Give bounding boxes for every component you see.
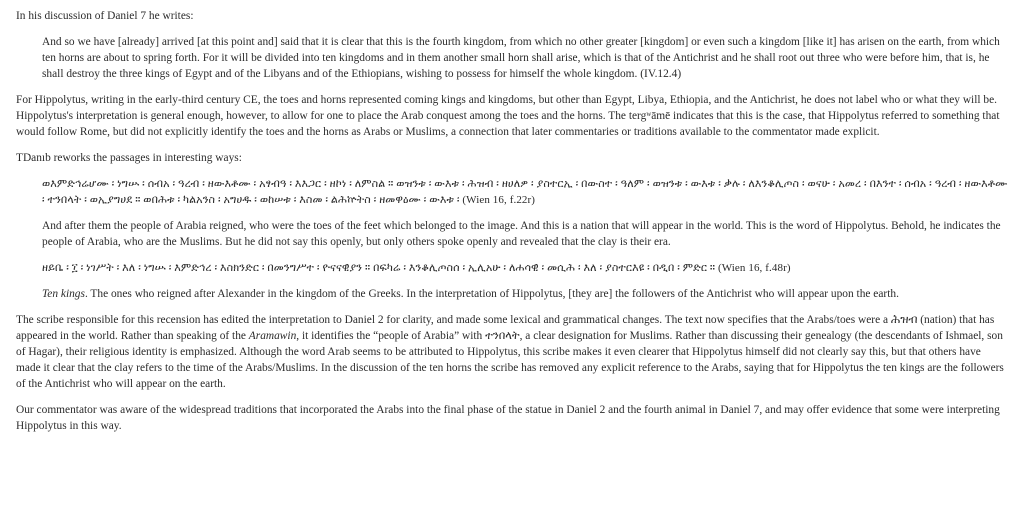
body-paragraph-tdan: TDanıb reworks the passages in interesting ways: xyxy=(16,152,242,164)
quote-text: . The ones who reigned after Alexander in the kingdom of the Greeks. In the interpretation of Hippolytus, [they are] the followers of the Antichrist who will appear upon the earth. xyxy=(84,288,899,300)
paragraph-text: , it identifies the “people of Arabia” with ተንበላት, a clear designation for Muslims. Rather than discussing their genealogy (the descendants of Ishmael, son of Hagar), their religious identity is emphasized. Although the word Arab seems to be attributed to Hippolytus, this scribe makes it even clearer that Hippolytus himself did not clearly say this, but that others have made it clear that the clay refers to the time of the Arabs/Muslims. In the discussion of the ten horns the scribe has removed any explicit reference to the Arabs, saying that for Hippolytus the ten kings are the followers of the Antichrist who will appear on the earth. xyxy=(16,330,1004,390)
geez-quote-wien-22r xyxy=(42,176,1008,208)
translation-quote-ten-kings xyxy=(42,286,1008,302)
intro-paragraph: In his discussion of Daniel 7 he writes: xyxy=(16,10,194,22)
paragraph-text: The scribe responsible for this recension has edited the interpretation to Daniel 2 for clarity, and made some lexical and grammatical changes. The text now specifies that the Arabs/toes were a ሕዝብ (nation) that has appeared in the world. Rather than speaking of the xyxy=(16,314,995,342)
body-paragraph-scribe xyxy=(16,312,1008,392)
geez-quote-wien-48r xyxy=(42,260,1008,276)
citation: (Wien 16, f.22r) xyxy=(462,194,536,206)
italic-term: Aramawin xyxy=(248,330,297,342)
citation: (Wien 16, f.48r) xyxy=(717,262,791,274)
body-paragraph-hippolytus: For Hippolytus, writing in the early-third century CE, the toes and horns represented coming kings and kingdoms, but other than Egypt, Libya, Ethiopia, and the Antichrist, he does not label who or what they will be. Hippolytus's interpretation is general enough, however, to allow for one to place the Arab conquest among the toes and the horns. The tergʷāmē indicates that this is the case, that Hippolytus referred to something that would follow Rome, but did not explicitly identify the toes and the horns as Arabs or Muslims, a connection that later commentaries or traditions available to the commentator made explicit. xyxy=(16,94,1000,138)
body-paragraph-commentator: Our commentator was aware of the widespread traditions that incorporated the Arabs into the final phase of the statue in Daniel 2 and the fourth animal in Daniel 7, and may offer evidence that some were interpreting Hippolytus in this way. xyxy=(16,404,1000,432)
block-quote-hippolytus: And so we have [already] arrived [at this point and] said that it is clear that this is the fourth kingdom, from which no other greater [kingdom] or even such a kingdom [like it] has arisen on the earth, from which ten horns are about to spring forth. For it will be divided into ten kingdoms and in them another small horn shall arise, which is that of the Antichrist and he shall root out three who were before him, that is, he shall destroy the three kings of Egypt and of the Libyans and of the Ethiopians, wishing to possess for himself the whole kingdom. (IV.12.4) xyxy=(42,36,1000,80)
geez-text: ወእምድኅሬሆሙ ፡ ነግሡ ፡ ሰብአ ፡ ዓረብ ፡ ዘውእቶሙ ፡ አፃብዓ ፡ እእጋር ፡ ዘኮነ ፡ ለምስል ። ወዝንቱ ፡ ውእቱ ፡ ሕዝብ ፡ ዘሀለዎ ፡ ያስተርኢ ፡ በውስተ ፡ ዓለም ፡ ወዝንቱ ፡ ውእቱ ፡ ቃሉ ፡ ለእንቆሊጦስ ፡ ወናሁ ፡ አመረ ፡ በእንተ ፡ ሰብአ ፡ ዓረብ ፡ ዘውእቶሙ ፡ ተንበላት ፡ ወኢያግሀደ ። ወበሕቱ ፡ ካልአንስ ፡ አግሀዱ ፡ ወከሠቱ ፡ እስመ ፡ ልሕኵትስ ፡ ዘመዋዕሙ ፡ ውእቱ ፡ xyxy=(42,178,1008,206)
geez-text: ዘይቤ ፡ ፲ ፡ ነገሥት ፡ እለ ፡ ነግሡ ፡ እምድኅረ ፡ እስክንድር ፡ በመንግሥተ ፡ ዮናናዊያን ። በፍካሬ ፡ እንቆሊጦስሰ ፡ ኢሊአሁ ፡ ለሐሳዊ ፡ መሲሕ ፡ እለ ፡ ያስተርእዩ ፡ በዲበ ፡ ምድር ። xyxy=(42,262,716,274)
italic-term: Ten kings xyxy=(42,288,85,300)
translation-quote-arabia: And after them the people of Arabia reigned, who were the toes of the feet which belonged to the image. And this is a nation that will appear in the world. This is the word of Hippolytus. Behold, he indicates the people of Arabia, who are the Muslims. But he did not say this openly, but only others spoke openly and revealed that the clay is their era. xyxy=(42,220,1001,248)
